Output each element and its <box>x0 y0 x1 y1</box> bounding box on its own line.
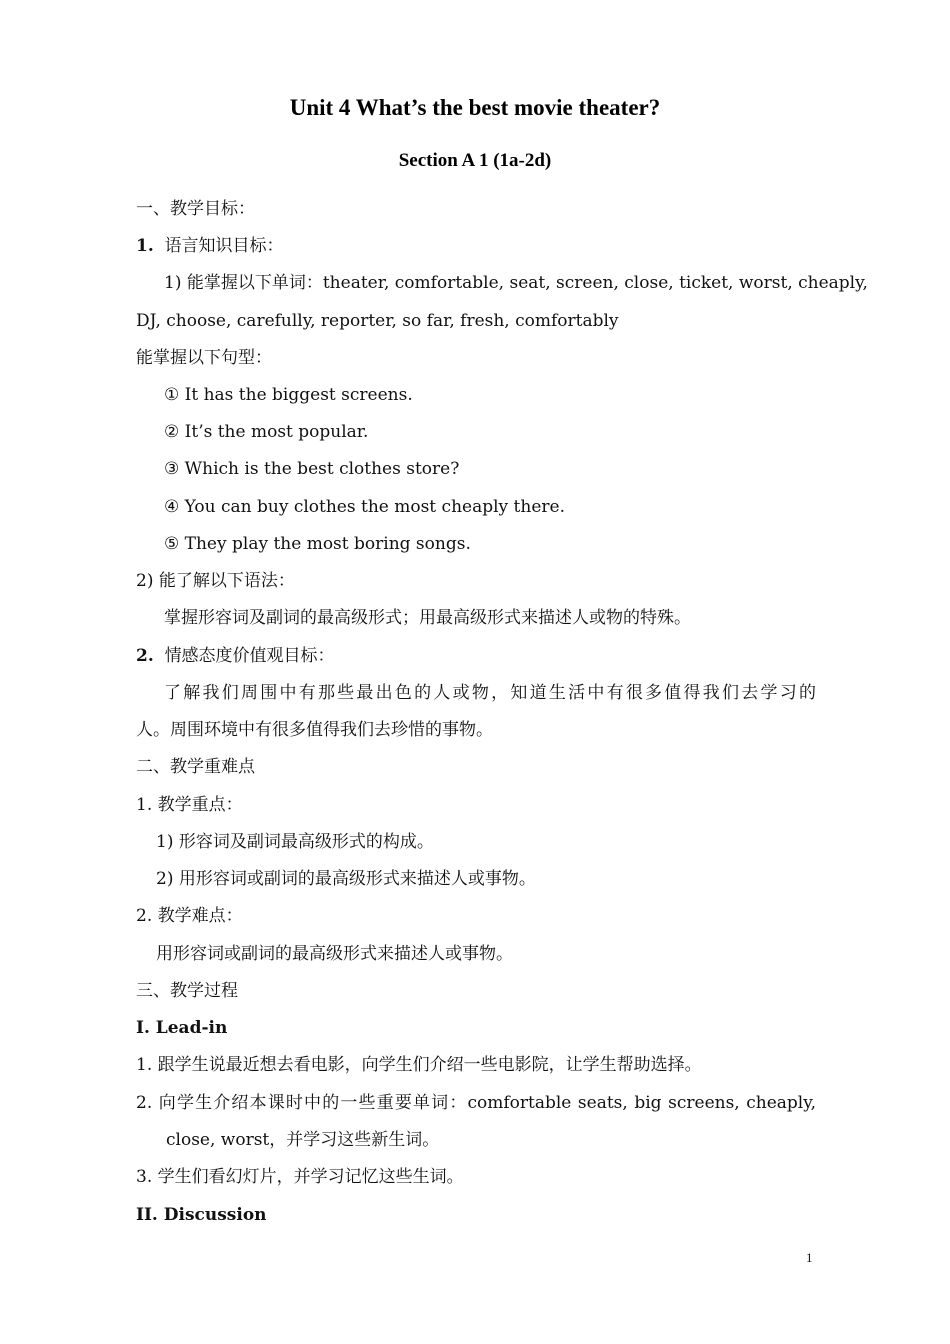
discussion-heading: II. Discussion <box>136 1205 267 1225</box>
heading-teaching-goals: 一、教学目标： <box>136 199 255 219</box>
page-number: 1 <box>806 1250 813 1265</box>
grammar-goal-text: 掌握形容词及副词的最高级形式；用最高级形式来描述人或物的特殊。 <box>164 608 691 628</box>
section-subtitle: Section A 1 (1a-2d) <box>398 150 552 171</box>
lead-in-heading: I. Lead-in <box>136 1018 228 1038</box>
vocab-line-1: 1) 能掌握以下单词：theater, comfortable, seat, screen, close, ticket, worst, cheaply, <box>164 273 868 293</box>
grammar-goal-label: 2) 能了解以下语法： <box>136 571 295 591</box>
lead-in-step: 3. 学生们看幻灯片，并学习记忆这些生词。 <box>136 1167 464 1187</box>
sentence-patterns-label: 能掌握以下句型： <box>136 348 272 368</box>
goal-1-number: 1. <box>136 236 154 256</box>
sentence-item: ⑤ They play the most boring songs. <box>164 534 471 554</box>
goal-2-label: 情感态度价值观目标： <box>164 646 335 666</box>
heading-key-points: 二、教学重难点 <box>136 757 255 777</box>
difficult-point-text: 用形容词或副词的最高级形式来描述人或事物。 <box>156 944 513 964</box>
document-title: Unit 4 What’s the best movie theater? <box>289 95 661 120</box>
sentence-item: ① It has the biggest screens. <box>164 385 413 405</box>
lead-in-step-continued: close, worst，并学习这些新生词。 <box>166 1130 440 1150</box>
emotional-goal-line-2: 人。周围环境中有很多值得我们去珍惜的事物。 <box>136 720 493 740</box>
goal-2-heading <box>136 645 816 667</box>
goal-1-heading <box>136 235 816 257</box>
sentence-item: ③ Which is the best clothes store? <box>164 459 460 479</box>
sentence-item: ② It’s the most popular. <box>164 422 369 442</box>
goal-1-label: 语言知识目标： <box>164 236 284 256</box>
emotional-goal-line-1: 了解我们周围中有那些最出色的人或物，知道生活中有很多值得我们去学习的 <box>164 683 816 703</box>
key-point-item: 2) 用形容词或副词的最高级形式来描述人或事物。 <box>156 869 536 889</box>
key-point-item: 1) 形容词及副词最高级形式的构成。 <box>156 832 434 852</box>
sentence-item: ④ You can buy clothes the most cheaply there. <box>164 497 565 517</box>
heading-teaching-process: 三、教学过程 <box>136 981 238 1001</box>
goal-2-number: 2. <box>136 646 154 666</box>
key-point-label: 1. 教学重点： <box>136 795 243 815</box>
lead-in-step: 1. 跟学生说最近想去看电影，向学生们介绍一些电影院，让学生帮助选择。 <box>136 1055 702 1075</box>
lead-in-step: 2. 向学生介绍本课时中的一些重要单词：comfortable seats, big screens, cheaply, <box>136 1093 816 1113</box>
difficult-point-label: 2. 教学难点： <box>136 906 243 926</box>
vocab-line-2: DJ, choose, carefully, reporter, so far, fresh, comfortably <box>136 311 619 331</box>
